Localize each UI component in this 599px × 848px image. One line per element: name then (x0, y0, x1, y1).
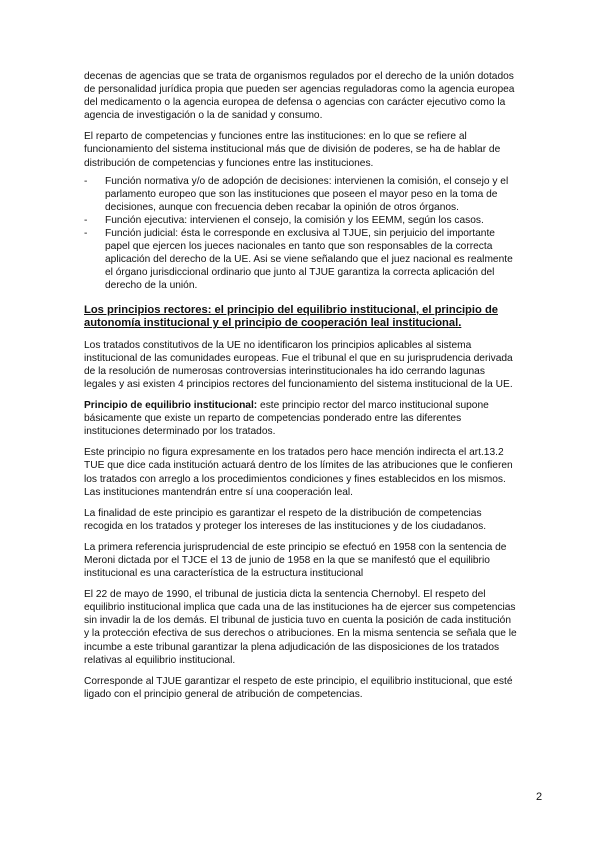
list-item (84, 214, 518, 227)
principle-text: este principio rector del marco institucional supone básicamente que existe un reparto de competencias ponderado entre las diferentes instituciones determinado por los tratados. (84, 400, 489, 438)
list-item-text: Función normativa y/o de adopción de decisiones: intervienen la comisión, el consejo y el parlamento europeo que son las instituciones que poseen el mayor peso en la toma de decisiones, aunque con frecuencia deben recabar la opinión de otros órganos. (105, 175, 509, 213)
list-marker: - (84, 214, 88, 226)
paragraph-tjue: Corresponde al TJUE garantizar el respeto de este principio, el equilibrio institucional, que esté ligado con el principio general de atribución de competencias. (84, 675, 513, 700)
paragraph-finalidad: La finalidad de este principio es garantizar el respeto de la distribución de competencias recogida en los tratados y proteger los intereses de las instituciones y de los ciudadanos. (84, 507, 487, 532)
page-number: 2 (536, 791, 543, 803)
paragraph-meroni: La primera referencia jurisprudencial de este principio se efectuó en 1958 con la sentencia de Meroni dictada por el TJCE el 13 de junio de 1958 en la que se manifestó que el equilibrio institucional es una característica de la estructura institucional (84, 541, 507, 580)
paragraph-reparto-competencias: El reparto de competencias y funciones entre las instituciones: en lo que se refiere al funcionamiento del sistema institucional más que de división de poderes, se ha de hablar de distribución de competencias y funciones entre las instituciones. (84, 131, 501, 169)
list-item (84, 227, 518, 292)
list-item-text: Función ejecutiva: intervienen el consejo, la comisión y los EEMM, según los casos. (105, 214, 484, 226)
document-page (84, 70, 518, 701)
principle-label: Principio de equilibrio institucional: (84, 400, 258, 412)
function-list (84, 175, 518, 293)
section-heading: Los principios rectores: el principio del equilibrio institucional, el principio de autonomía institucional y el principio de cooperación leal institucional. (84, 303, 498, 330)
paragraph-art-13-2: Este principio no figura expresamente en los tratados pero hace mención indirecta el art.13.2 TUE que dice cada institución actuará dentro de los límites de las atribuciones que le confieren los tratados con arreglo a los procedimientos condiciones y fines establecidos en los mismos. Las instituciones mantendrán entre sí una cooperación leal. (84, 447, 513, 498)
paragraph-agencias: decenas de agencias que se trata de organismos regulados por el derecho de la unión dotados de personalidad jurídica propia que pueden ser agencias reguladoras como la agencia europea del medicamento o la agencia europea de defensa o agencias con carácter ejecutivo como la agencia de investigación o la de sanidad y consumo. (84, 71, 515, 122)
list-marker: - (84, 175, 88, 187)
paragraph-principio-equilibrio (84, 399, 518, 438)
list-item-text: Función judicial: ésta le corresponde en exclusiva al TJUE, sin perjuicio del importante papel que ejercen los jueces nacionales en tanto que son responsables de la correcta aplicación del derecho de la UE. Asi se viene señalando que el juez nacional es realmente el órgano jurisdiccional ordinario que junto al TJUE garantiza la correcta aplicación del derecho de la unión. (105, 228, 513, 292)
list-item (84, 175, 518, 214)
paragraph-chernobyl: El 22 de mayo de 1990, el tribunal de justicia dicta la sentencia Chernobyl. El respeto del equilibrio institucional implica que cada una de las instituciones ha de ejercer sus competencias sin invadir la de los demás. El tribunal de justicia tuvo en cuenta la posición de cada institución y la protección efectiva de sus derechos o atribuciones. En la misma sentencia se señala que le incumbe a este tribunal garantizar la plena adjudicación de las disposiciones de los tratados relativas al equilibrio institucional. (84, 589, 517, 666)
list-marker: - (84, 228, 88, 240)
paragraph-tratados: Los tratados constitutivos de la UE no identificaron los principios aplicables al sistema institucional de las comunidades europeas. Fue el tribunal el que en su jurisprudencia derivada de la resolución de numerosas controversias interinstitucionales ha ido cerrando lagunas legales y asi existen 4 principios rectores del funcionamiento del sistema institucional de la UE. (84, 339, 513, 390)
